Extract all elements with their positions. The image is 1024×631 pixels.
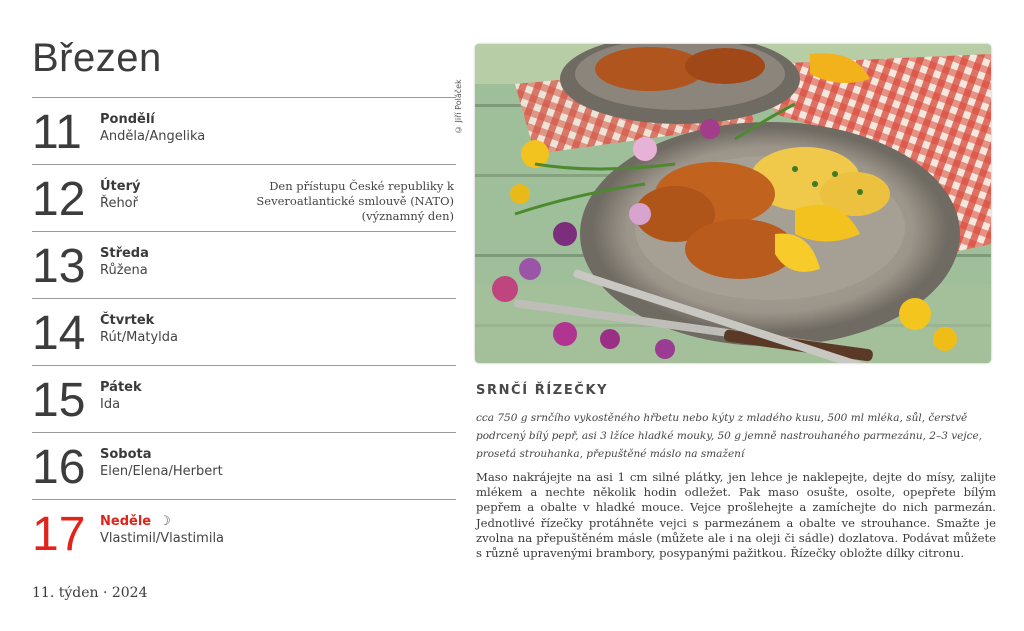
name-days: Vlastimil/Vlastimila — [100, 531, 225, 546]
recipe-title: SRNČÍ ŘÍZEČKY — [476, 383, 609, 398]
month-title: Březen — [32, 36, 162, 80]
name-days: Rút/Matylda — [100, 330, 178, 345]
day-number: 14 — [32, 307, 86, 360]
name-days: Ida — [100, 397, 121, 412]
day-name: Úterý — [100, 179, 141, 194]
day-note: Den přístupu České republiky k Severoatlantické smlouvě (NATO) (významný den) — [256, 179, 454, 223]
day-row — [32, 365, 456, 432]
name-days: Růžena — [100, 263, 148, 278]
week-label: 11. týden · 2024 — [32, 585, 148, 601]
name-days: Elen/Elena/Herbert — [100, 464, 223, 479]
day-number: 16 — [32, 441, 86, 494]
day-row — [32, 231, 456, 298]
day-row — [32, 164, 456, 231]
day-number: 15 — [32, 374, 86, 427]
name-days: Anděla/Angelika — [100, 129, 206, 144]
photo-credit: © Jiří Poláček — [454, 79, 463, 134]
day-number: 12 — [32, 173, 86, 226]
recipe-method: Maso nakrájejte na asi 1 cm silné plátky, jen lehce je naklepejte, dejte do mísy, zalijte mlékem a nechte několik hodin odležet. Pak maso osušte, osolte, opepřete bílým pepřem a obalte v hladké mouce. Vejce prošlehejte a zamíchejte do nich parmezán. Jednotlivé řízečky protáhněte vejci s parmezánem a obalte ve strouhance. Smažte je zvolna na přepuštěném másle (můžete ale i na oleji či sádle) dozlatova. Podávat můžete s různě upravenými brambory, posypanými pažitkou. Řízečky obložte dílky citronu. — [476, 470, 996, 561]
day-name-text: Neděle — [100, 514, 152, 529]
day-name: Pondělí — [100, 112, 155, 127]
day-number: 11 — [32, 106, 82, 159]
name-days: Řehoř — [100, 196, 138, 211]
day-row — [32, 97, 456, 164]
day-number: 13 — [32, 240, 86, 293]
day-name: Středa — [100, 246, 149, 261]
recipe-ingredients: cca 750 g srnčího vykostěného hřbetu nebo kýty z mladého kusu, 500 ml mléka, sůl, čerstvě podrcený bílý pepř, asi 3 lžíce hladké mouky, 50 g jemně nastrouhaného parmezánu, 2–3 vejce, prosetá strouhanka, přepuštěné máslo na smažení — [476, 412, 983, 460]
moon-phase-icon: ☽ — [159, 514, 171, 529]
day-name: Pátek — [100, 380, 142, 395]
day-name: Sobota — [100, 447, 152, 462]
day-row — [32, 298, 456, 365]
day-number: 17 — [32, 508, 86, 561]
day-name — [100, 514, 171, 529]
day-list — [32, 97, 456, 566]
day-row-sunday — [32, 499, 456, 566]
day-name: Čtvrtek — [100, 313, 155, 328]
day-row — [32, 432, 456, 499]
recipe-photo — [475, 44, 991, 363]
